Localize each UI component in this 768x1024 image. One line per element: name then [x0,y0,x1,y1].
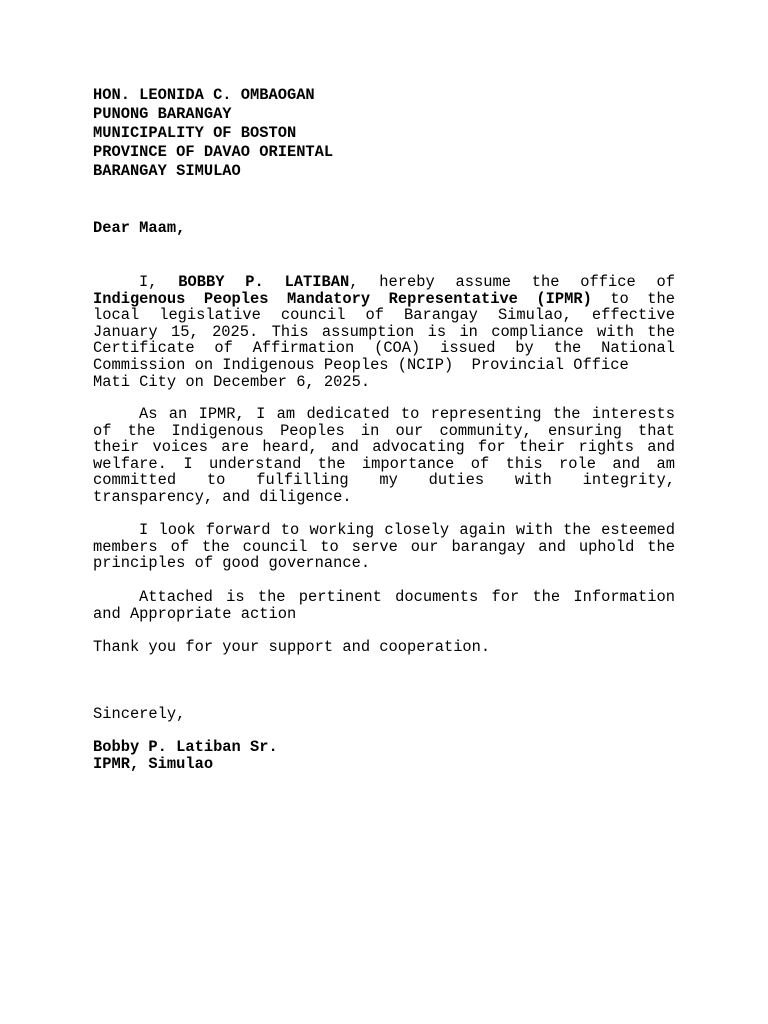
paragraph-line: I look forward to working closely again with the esteemed [139,522,675,539]
assumer-name: BOBBY P. LATIBAN [178,274,350,291]
recipient-position: PUNONG BARANGAY [93,105,232,123]
signatory-block [93,739,675,772]
signatory-position: IPMR, Simulao [93,754,214,773]
paragraph-line: members of the council to serve our barangay and uphold the [93,538,675,556]
paragraph-line: of the Indigenous Peoples in our community, ensuring that [93,422,675,440]
paragraph-line [93,274,675,291]
paragraph-attachments [93,589,675,622]
paragraph-line [93,291,675,308]
text-run: to the [591,290,675,308]
office-title: Indigenous Peoples Mandatory Representative (IPMR) [93,290,592,308]
thanks-block [93,639,675,656]
paragraph-assumption [93,274,675,390]
recipient-block [93,86,675,181]
salutation-block [93,219,675,238]
recipient-name: HON. LEONIDA C. OMBAOGAN [93,86,315,104]
paragraph-line: transparency, and diligence. [93,487,352,506]
paragraph-line: Certificate of Affirmation (COA) issued by the National [93,340,675,357]
paragraph-line: Mati City on December 6, 2025. [93,372,371,391]
paragraph-line: and Appropriate action [93,604,297,623]
signatory-name: Bobby P. Latiban Sr. [93,738,278,756]
recipient-municipality: MUNICIPALITY OF BOSTON [93,124,297,142]
salutation: Dear Maam, [93,219,186,237]
text-run: , hereby assume the office of [349,274,675,291]
paragraph-line: As an IPMR, I am dedicated to representing the interests [139,406,675,423]
text-run: I, [139,274,179,291]
paragraph-dedication [93,406,675,506]
paragraph-line: principles of good governance. [93,554,371,573]
paragraph-line: welfare. I understand the importance of this role and am [93,455,675,473]
paragraph-line: Commission on Indigenous Peoples (NCIP) Provincial Office [93,355,629,374]
thanks-line: Thank you for your support and cooperation. [93,638,491,656]
paragraph-line: January 15, 2025. This assumption is in compliance with the [93,323,675,341]
paragraph-line: committed to fulfilling my duties with integrity, [93,472,675,489]
closing: Sincerely, [93,705,186,723]
recipient-province: PROVINCE OF DAVAO ORIENTAL [93,143,334,161]
recipient-barangay: BARANGAY SIMULAO [93,162,241,180]
paragraph-outlook [93,522,675,572]
paragraph-line: their voices are heard, and advocating for their rights and [93,439,675,456]
paragraph-line: Attached is the pertinent documents for the Information [139,589,675,606]
paragraph-line: local legislative council of Barangay Simulao, effective [93,307,675,324]
closing-block [93,706,675,723]
